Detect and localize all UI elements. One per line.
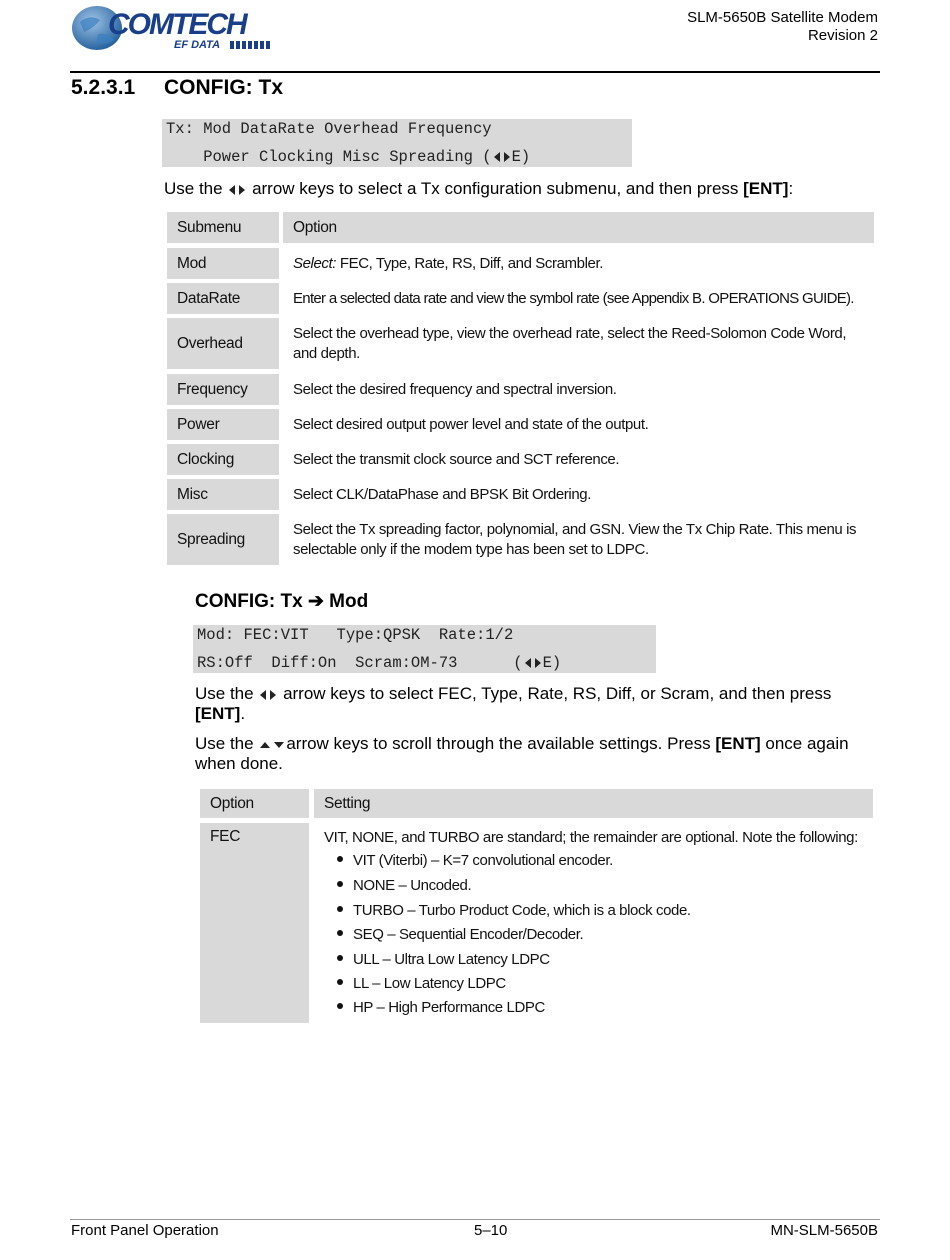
lcd-line-1: Tx: Mod DataRate Overhead Frequency [166, 120, 492, 138]
table-row-option: Select the overhead type, view the overhead rate, select the Reed-Solomon Code Word, and depth. [293, 325, 847, 362]
table-row-submenu: Power [167, 409, 279, 440]
bullet-icon [337, 906, 343, 912]
left-arrow-icon [260, 690, 266, 700]
list-item [337, 975, 506, 992]
logo-text: COMTECH [108, 8, 246, 41]
left-arrow-icon [525, 658, 531, 668]
table-row-option: Select desired output power level and state of the output. [293, 416, 649, 433]
lcd-line-2 [166, 148, 530, 166]
left-arrow-icon [229, 185, 235, 195]
option-italic: Select: [293, 255, 337, 272]
doc-title: SLM-5650B Satellite Modem [687, 9, 878, 26]
lcd-line-2-text: Power Clocking Misc Spreading ( [166, 148, 492, 166]
ent-key-label: [ENT] [743, 179, 789, 198]
table-row-option: Select the transmit clock source and SCT reference. [293, 451, 620, 468]
list-item [337, 902, 691, 919]
table-header-option: Option [200, 789, 309, 818]
intro-post: arrow keys to select a Tx configuration submenu, and then press [252, 179, 739, 198]
lcd-display-mod [193, 625, 656, 673]
list-item [337, 926, 583, 943]
para3-pre: Use the [195, 734, 254, 753]
bullet-text: TURBO – Turbo Product Code, which is a block code. [353, 902, 691, 919]
bullet-icon [337, 1003, 343, 1009]
bullet-icon [337, 930, 343, 936]
table-row-submenu: Spreading [167, 514, 279, 565]
intro-paragraph [164, 179, 874, 199]
lcd-line-2-end: E) [542, 654, 562, 672]
bullet-text: SEQ – Sequential Encoder/Decoder. [353, 926, 584, 943]
section-number: 5.2.3.1 [71, 76, 136, 99]
down-arrow-icon [274, 742, 284, 748]
revision: Revision 2 [807, 27, 878, 44]
intro-pre: Use the [164, 179, 223, 198]
footer-right: MN-SLM-5650B [770, 1222, 878, 1239]
para2-post: arrow keys to select FEC, Type, Rate, RS, Diff, or Scram, and then press [283, 684, 832, 703]
table-row-submenu: DataRate [167, 283, 279, 314]
table-row-submenu: Misc [167, 479, 279, 510]
table-row-option-fec: FEC [200, 823, 309, 1023]
option-text: FEC, Type, Rate, RS, Diff, and Scrambler. [336, 255, 603, 272]
list-item [337, 877, 471, 894]
table-header-setting: Setting [314, 789, 873, 818]
comtech-logo [70, 4, 300, 54]
left-arrow-icon [494, 152, 500, 162]
list-item [337, 951, 550, 968]
table-row-option [293, 254, 863, 274]
bullet-text: LL – Low Latency LDPC [353, 975, 506, 992]
lcd-line-2-end: E) [511, 148, 531, 166]
table-row-submenu: Clocking [167, 444, 279, 475]
list-item [337, 999, 545, 1016]
table-row-submenu: Frequency [167, 374, 279, 405]
footer-left: Front Panel Operation [71, 1222, 219, 1239]
bullet-text: VIT (Viterbi) – K=7 convolutional encoder. [353, 852, 613, 869]
footer-rule [70, 1219, 880, 1220]
intro-end: : [788, 179, 794, 198]
bullet-text: ULL – Ultra Low Latency LDPC [353, 951, 550, 968]
table-row-option: Select CLK/DataPhase and BPSK Bit Ordering. [293, 486, 591, 503]
para2-end: . [240, 704, 246, 723]
bullet-icon [337, 979, 343, 985]
right-arrow-icon [504, 152, 510, 162]
table-row-option: Enter a selected data rate and view the symbol rate (see Appendix B. OPERATIONS GUIDE). [293, 290, 854, 307]
bullet-text: NONE – Uncoded. [353, 877, 472, 894]
bullet-icon [337, 955, 343, 961]
ent-key-label: [ENT] [715, 734, 761, 753]
lcd-display-tx [162, 119, 632, 167]
list-item [337, 852, 613, 869]
table-row-submenu: Mod [167, 248, 279, 279]
logo-subtext: EF DATA [174, 39, 221, 51]
scroll-settings-paragraph [195, 734, 875, 774]
right-arrow-icon [270, 690, 276, 700]
select-option-paragraph [195, 684, 875, 724]
para3-post: arrow keys to scroll through the available settings. Press [286, 734, 711, 753]
header-rule [70, 71, 880, 73]
ent-key-label: [ENT] [195, 704, 241, 723]
subsection-title: CONFIG: Tx ➔ Mod [195, 591, 369, 612]
para2-pre: Use the [195, 684, 254, 703]
table-row-option: Select the desired frequency and spectral inversion. [293, 381, 617, 398]
lcd-line-1: Mod: FEC:VIT Type:QPSK Rate:1/2 [197, 626, 514, 644]
lcd-line-2 [197, 654, 561, 672]
table-header-submenu: Submenu [167, 212, 279, 243]
right-arrow-icon [239, 185, 245, 195]
bullet-icon [337, 881, 343, 887]
bullet-text: HP – High Performance LDPC [353, 999, 545, 1016]
bullet-icon [337, 856, 343, 862]
page-number: 5–10 [474, 1222, 508, 1239]
table-row-submenu: Overhead [167, 318, 279, 369]
up-arrow-icon [260, 742, 270, 748]
table-header-option: Option [283, 212, 874, 243]
table-row-option: Select the Tx spreading factor, polynomial, and GSN. View the Tx Chip Rate. This menu is selectable only if the modem type has been set to LDPC. [293, 521, 857, 558]
right-arrow-icon [535, 658, 541, 668]
section-title: CONFIG: Tx [164, 76, 283, 99]
para3-end: once again when done. [195, 734, 849, 773]
fec-intro-text: VIT, NONE, and TURBO are standard; the remainder are optional. Note the following: [324, 829, 858, 846]
lcd-line-2-text: RS:Off Diff:On Scram:OM-73 ( [197, 654, 523, 672]
